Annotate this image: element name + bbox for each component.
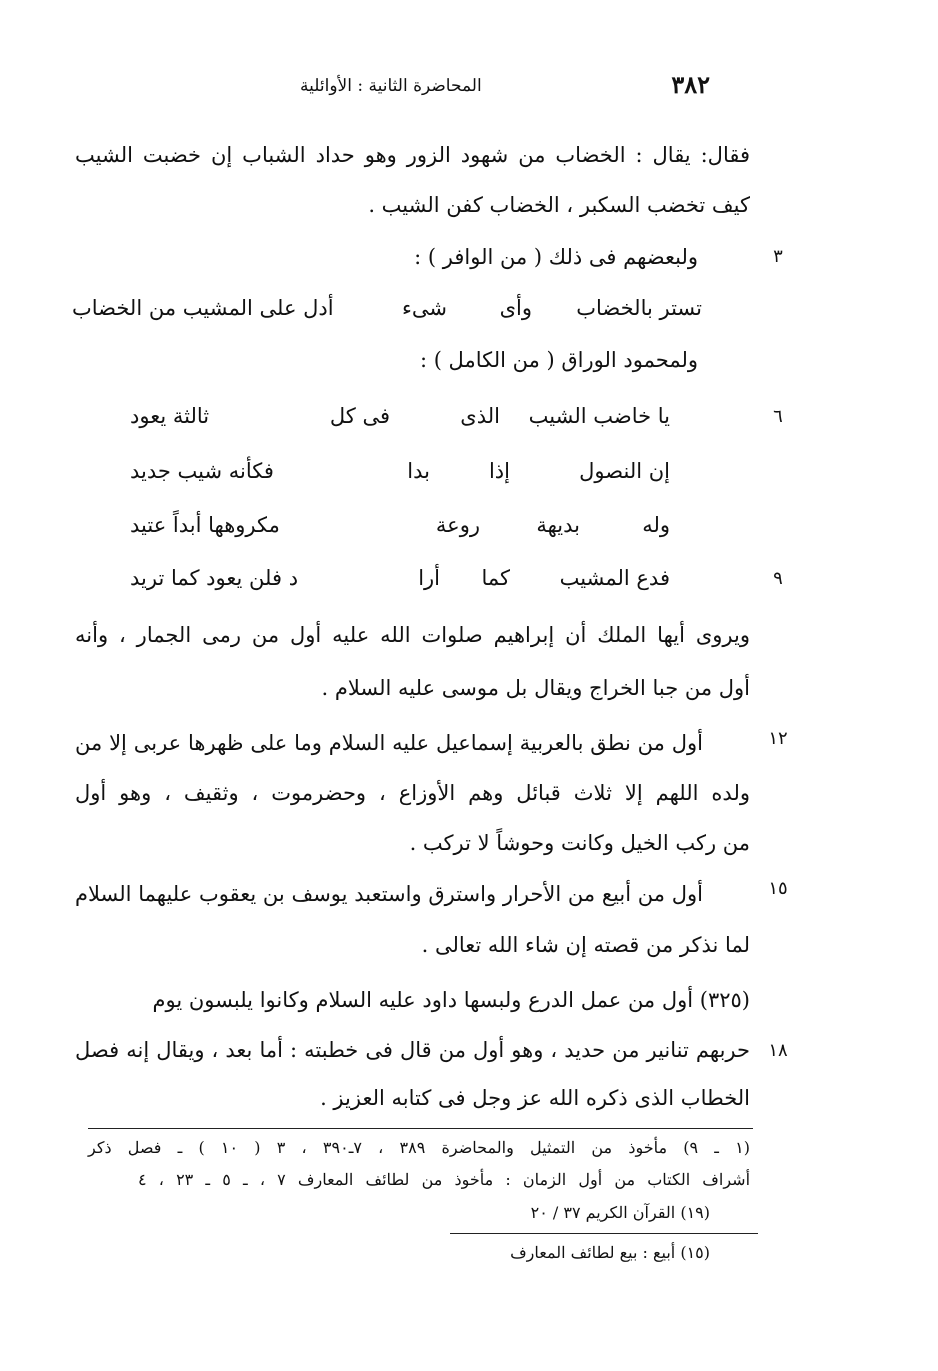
body-line: ويروى أيها الملك أن إبراهيم صلوات الله عليه أول من رمى الجمار ، وأنه [75, 623, 750, 647]
body-line: أول من نطق بالعربية إسماعيل عليه السلام وما على ظهرها عربى إلا من [75, 731, 703, 755]
hemistich: أدل على المشيب من الخضاب [72, 296, 334, 320]
verse-intro: ولبعضهم فى ذلك ( من الوافر ) : [414, 245, 698, 269]
poem-line [130, 513, 670, 543]
hemistich: فدع المشيب [559, 566, 670, 590]
hemistich: الذى [460, 404, 500, 428]
verse-line [72, 296, 702, 326]
line-number: ٣ [773, 246, 783, 267]
footnote-rule [88, 1128, 753, 1129]
footnote-line: أشراف الكتاب من أول الزمان : مأخوذ من لطائف المعارف ٧ ، ـ ٥ ـ ٢٣ ، ٤ [138, 1170, 751, 1189]
footnote-rule [450, 1233, 758, 1234]
line-number: ٦ [773, 406, 783, 427]
hemistich: كما [481, 566, 510, 590]
poem-line [130, 566, 670, 596]
hemistich: أرا [418, 566, 440, 590]
line-number: ٩ [773, 568, 783, 589]
body-line: حربهم تنانير من حديد ، وهو أول من قال فى خطبته : أما بعد ، ويقال إنه فصل [75, 1038, 750, 1062]
page-number: ٣٨٢ [671, 70, 710, 99]
footnote-line: (١٥) أبيع : بيع لطائف المعارف [510, 1243, 710, 1262]
line-number: ١٢ [768, 728, 788, 749]
page-header [300, 70, 710, 104]
body-line: (٣٢٥) أول من عمل الدرع ولبسها داود عليه السلام وكانوا يلبسون يوم [152, 988, 750, 1012]
body-line: ولده اللهم إلا ثلاث قبائل وهم الأوزاع ، وحضرموت ، وثقيف ، وهو أول [75, 781, 750, 805]
hemistich: يا خاضب الشيب [528, 404, 670, 428]
body-line: كيف تخضب السكبر ، الخضاب كفن الشيب . [368, 193, 750, 217]
body-line: لما نذكر من قصته إن شاء الله تعالى . [421, 933, 750, 957]
footnote-line: (١٩) القرآن الكريم ٣٧ / ٢٠ [530, 1203, 710, 1222]
hemistich: روعة [435, 513, 480, 537]
poem-line [130, 404, 670, 434]
hemistich: بدا [407, 459, 430, 483]
hemistich: فى كل [329, 404, 390, 428]
hemistich: وأى [499, 296, 532, 320]
hemistich: تستر بالخضاب [576, 296, 702, 320]
hemistich: ثالثة يعود [130, 404, 210, 428]
hemistich: بديهة [536, 513, 580, 537]
hemistich: إن النصول [579, 459, 670, 483]
body-line: الخطاب الذى ذكره الله عز وجل فى كتابه العزيز . [320, 1086, 750, 1110]
body-line: أول من أبيع من الأحرار واسترق واستعبد يوسف بن يعقوب عليهما السلام [75, 882, 703, 906]
verse-intro: ولمحمود الوراق ( من الكامل ) : [419, 348, 698, 372]
hemistich: شىء [402, 296, 447, 320]
hemistich: مكروهها أبداً عتيد [130, 513, 280, 537]
line-number: ١٨ [768, 1040, 788, 1061]
hemistich: فكأنه شيب جديد [130, 459, 274, 483]
hemistich: وله [642, 513, 670, 537]
hemistich: د فلن يعود كما تريد [130, 566, 299, 590]
hemistich: إذا [488, 459, 510, 483]
footnote-line: (١ ـ ٩) مأخوذ من التمثيل والمحاضرة ٣٨٩ ، ٧ـ٣٩٠ ، ٣ ( ١٠ ) ـ فصل ذكر [88, 1138, 750, 1157]
body-line: أول من جبا الخراج ويقال بل موسى عليه السلام . [321, 676, 750, 700]
poem-line [130, 459, 670, 489]
line-number: ١٥ [768, 878, 788, 899]
running-title: المحاضرة الثانية : الأوائلية [300, 76, 482, 96]
body-line: فقال: يقال : الخضاب من شهود الزور وهو حداد الشباب إن خضبت الشيب [75, 143, 750, 167]
body-line: من ركب الخيل وكانت وحوشاً لا تركب . [409, 831, 750, 855]
